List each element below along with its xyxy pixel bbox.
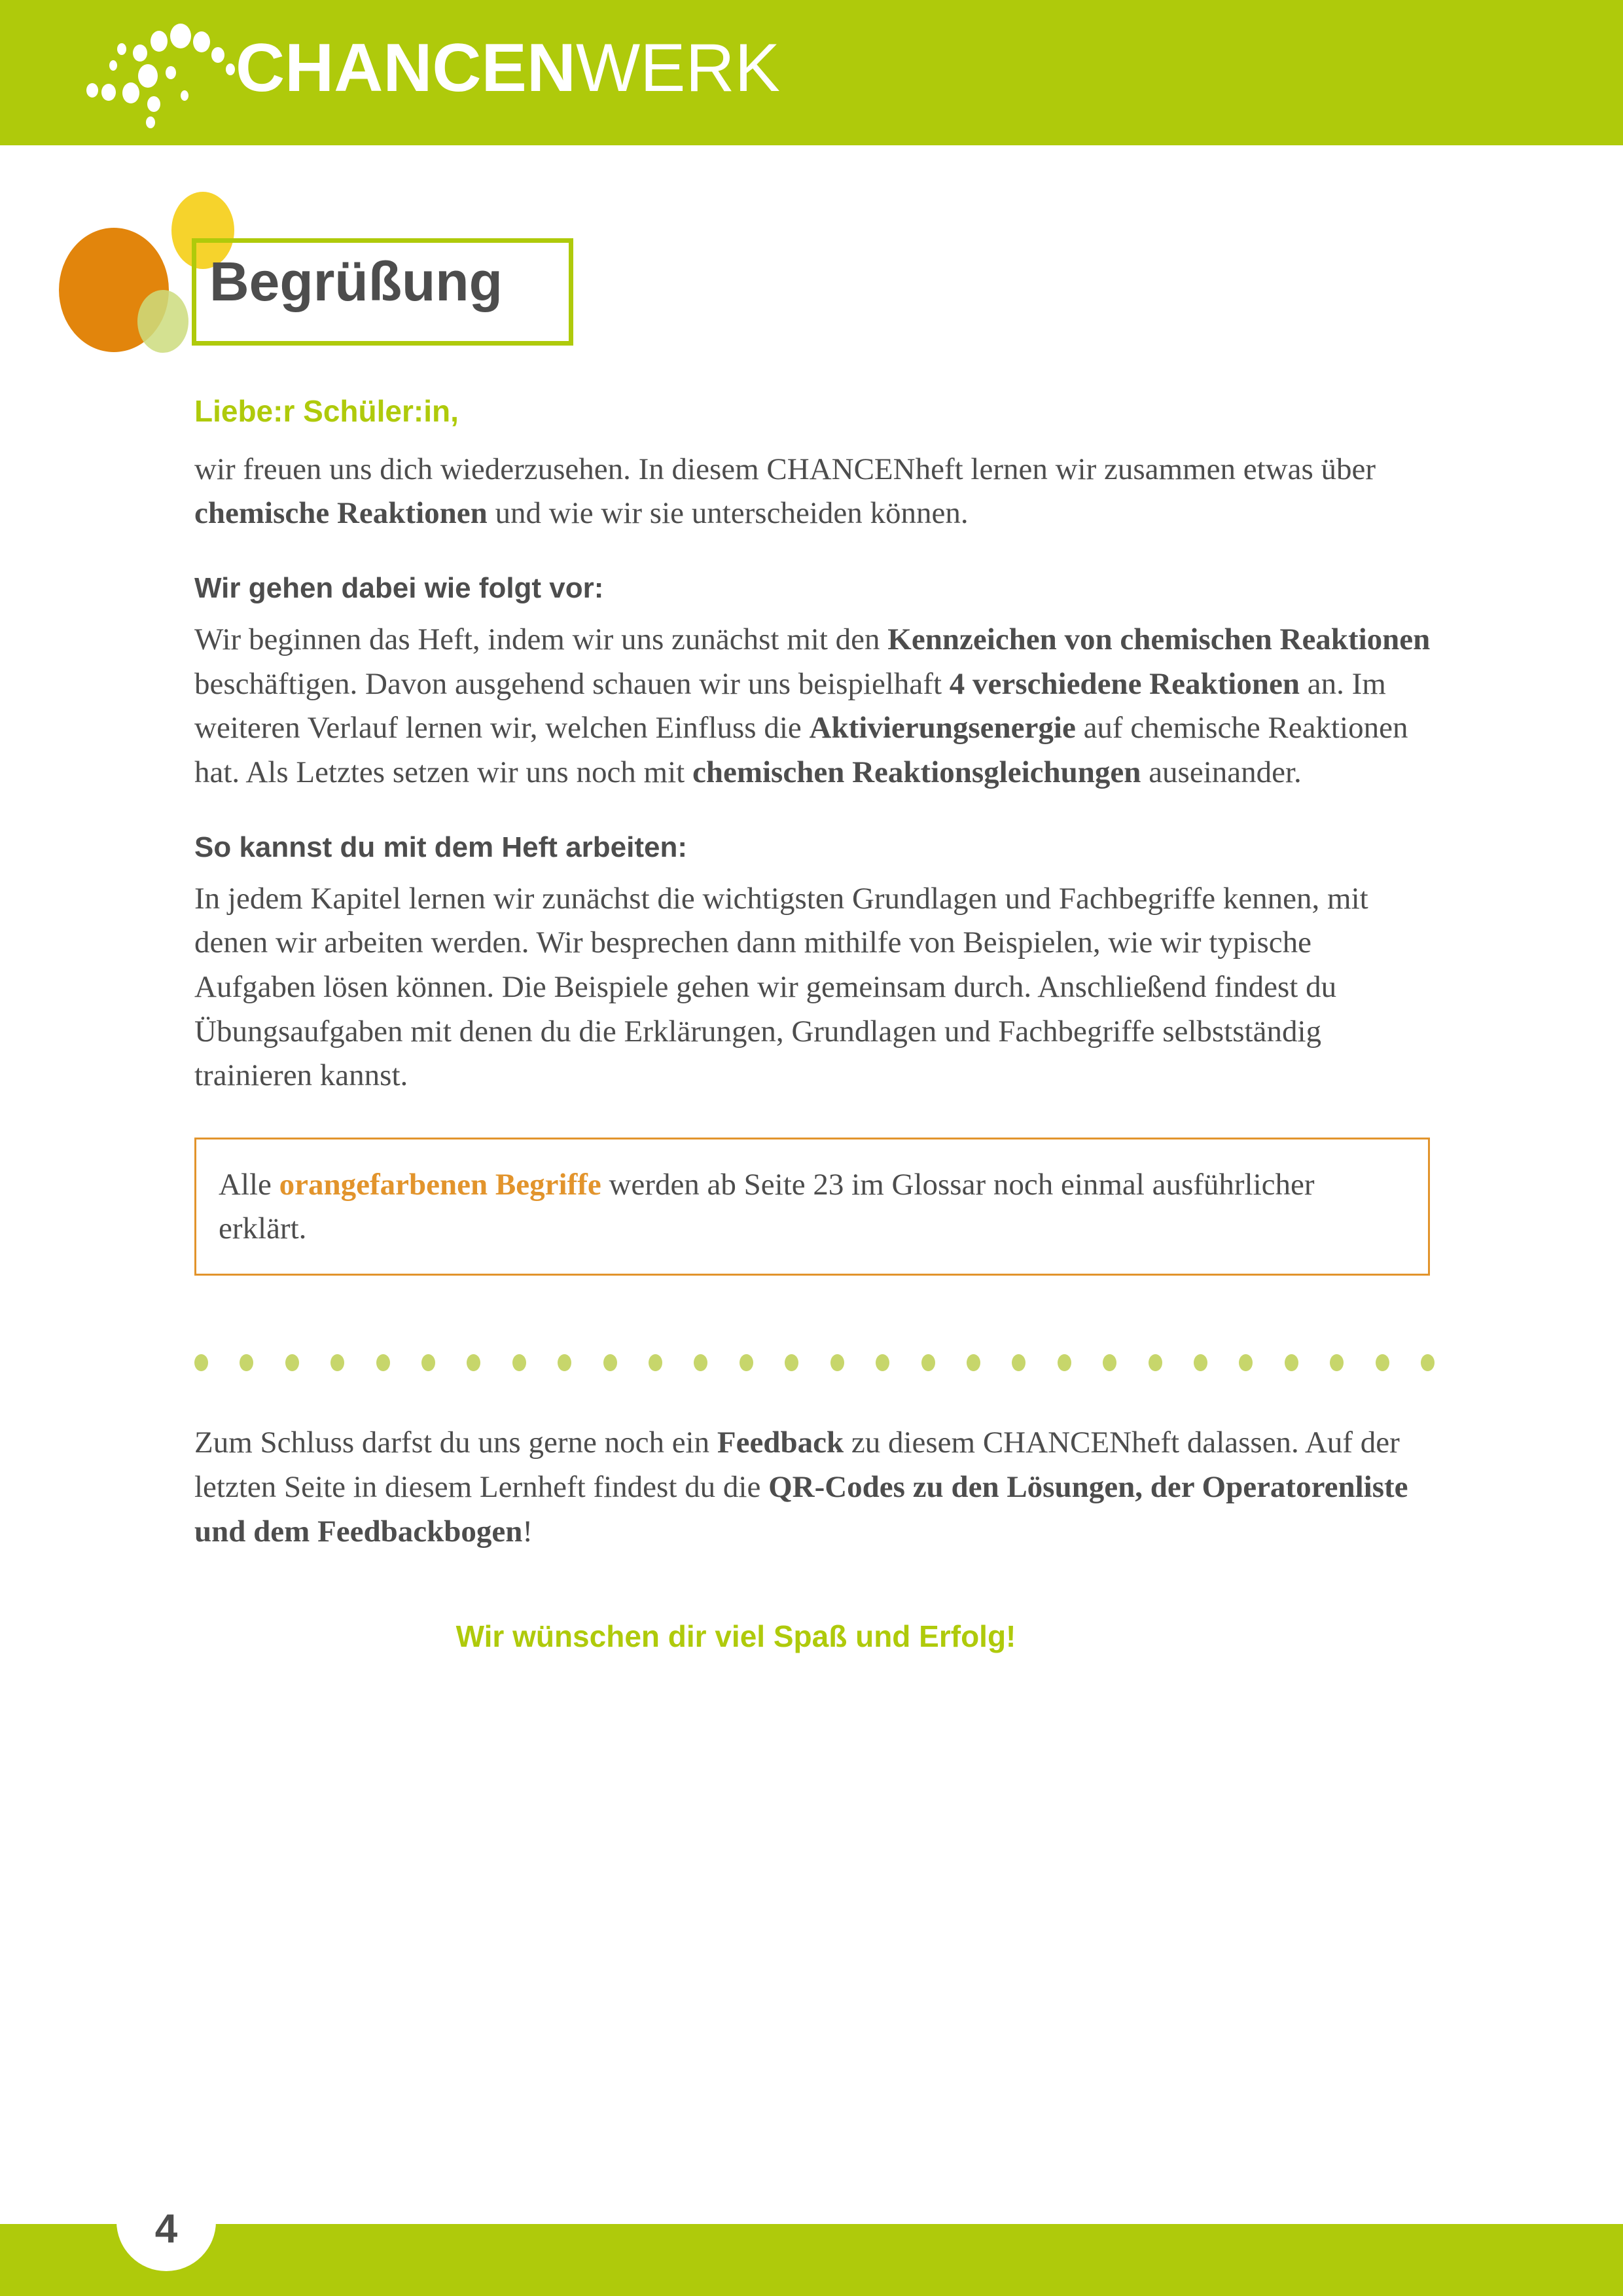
footer-bar bbox=[0, 2224, 1623, 2296]
divider-dot bbox=[1012, 1354, 1026, 1371]
divider-dot bbox=[330, 1354, 344, 1371]
intro-paragraph bbox=[194, 448, 1435, 536]
divider-dot bbox=[921, 1354, 935, 1371]
para1-bold2: 4 verschiedene Reaktionen bbox=[949, 666, 1300, 701]
paragraph-feedback bbox=[194, 1421, 1435, 1554]
divider-dot bbox=[285, 1354, 299, 1371]
intro-text-before: wir freuen uns dich wiederzusehen. In diesem CHANCENheft lernen wir zusammen etwas über bbox=[194, 452, 1376, 486]
intro-text-bold: chemische Reaktionen bbox=[194, 496, 488, 531]
divider-dot bbox=[558, 1354, 571, 1371]
divider-dot bbox=[1330, 1354, 1344, 1371]
divider-dot bbox=[649, 1354, 662, 1371]
decoration-lightgreen-circle bbox=[137, 290, 188, 353]
closing-wish: Wir wünschen dir viel Spaß und Erfolg! bbox=[455, 1619, 1016, 1654]
divider-dot bbox=[1103, 1354, 1116, 1371]
para1-seg3: an. Im weiteren Verlauf lernen wir, welchen Einfluss die bbox=[194, 666, 1386, 745]
para1-bold3: Aktivierungsenergie bbox=[809, 711, 1076, 745]
closing-seg3: ! bbox=[522, 1514, 533, 1549]
divider-dot bbox=[830, 1354, 844, 1371]
divider-dot bbox=[421, 1354, 435, 1371]
para1-seg2: beschäftigen. Davon ausgehend schauen wir uns beispielhaft bbox=[194, 666, 950, 701]
glossary-note-text bbox=[219, 1163, 1406, 1250]
divider-dot bbox=[240, 1354, 253, 1371]
page-number: 4 bbox=[154, 2206, 178, 2251]
intro-text-after: und wie wir sie unterscheiden können. bbox=[487, 496, 969, 531]
logo-word-chancen: CHANCEN bbox=[236, 30, 576, 106]
page-number-badge bbox=[116, 2172, 216, 2271]
para1-seg4: auf chemische Reaktionen hat. Als Letztes setzen wir uns noch mit bbox=[194, 711, 1408, 789]
closing-bold2: QR-Codes zu den Lösungen, der Operatorenliste und dem Feedbackbogen bbox=[194, 1470, 1408, 1549]
para1-bold1: Kennzeichen von chemischen Reaktionen bbox=[887, 622, 1431, 656]
closing-seg1: Zum Schluss darfst du uns gerne noch ein bbox=[194, 1426, 717, 1460]
heading-vorgehen: Wir gehen dabei wie folgt vor: bbox=[194, 571, 604, 604]
dot-divider bbox=[194, 1354, 1435, 1371]
divider-dot bbox=[512, 1354, 526, 1371]
divider-dot bbox=[1285, 1354, 1298, 1371]
divider-dot bbox=[1194, 1354, 1207, 1371]
chancenwerk-logo bbox=[85, 18, 255, 130]
closing-bold1: Feedback bbox=[717, 1426, 844, 1460]
divider-dot bbox=[694, 1354, 707, 1371]
logo-word-werk: WERK bbox=[576, 30, 780, 106]
paragraph-vorgehen bbox=[194, 618, 1435, 795]
page-title: Begrüßung bbox=[209, 251, 503, 312]
para1-seg1: Wir beginnen das Heft, indem wir uns zunächst mit den bbox=[194, 622, 888, 656]
divider-dot bbox=[194, 1354, 208, 1371]
para1-bold4: chemischen Reaktionsgleichungen bbox=[692, 755, 1141, 789]
divider-dot bbox=[376, 1354, 390, 1371]
divider-dot bbox=[1149, 1354, 1162, 1371]
divider-dot bbox=[1239, 1354, 1253, 1371]
note-before: Alle bbox=[219, 1167, 279, 1202]
divider-dot bbox=[1421, 1354, 1435, 1371]
logo-wordmark bbox=[236, 30, 780, 106]
note-highlight: orangefarbenen Begriffe bbox=[279, 1167, 601, 1202]
content-column bbox=[194, 393, 1435, 1656]
divider-dot bbox=[876, 1354, 889, 1371]
divider-dot bbox=[967, 1354, 980, 1371]
closing-seg2: zu diesem CHANCENheft dalassen. Auf der letzten Seite in diesem Lernheft findest du die bbox=[194, 1426, 1400, 1505]
divider-dot bbox=[740, 1354, 753, 1371]
divider-dot bbox=[603, 1354, 617, 1371]
heading-arbeiten: So kannst du mit dem Heft arbeiten: bbox=[194, 831, 687, 863]
paragraph-arbeiten: In jedem Kapitel lernen wir zunächst die wichtigsten Grundlagen und Fachbegriffe kennen, mit denen wir arbeiten werden. Wir besprechen dann mithilfe von Beispielen, wie wir typische Aufgaben lösen können. Die Beispiele gehen wir gemeinsam durch. Anschließend findest du Übungsaufgaben mit denen du die Erklärungen, Grundlagen und Fachbegriffe selbstständig trainieren kannst. bbox=[194, 881, 1368, 1093]
title-zone bbox=[0, 187, 1623, 357]
note-after: werden ab Seite 23 im Glossar noch einmal ausführlicher erklärt. bbox=[219, 1167, 1315, 1246]
divider-dot bbox=[1058, 1354, 1071, 1371]
divider-dot bbox=[467, 1354, 480, 1371]
glossary-note-box bbox=[194, 1138, 1430, 1276]
divider-dot bbox=[785, 1354, 798, 1371]
para1-seg5: auseinander. bbox=[1141, 755, 1302, 789]
header-bar bbox=[0, 0, 1623, 145]
logo-dots-icon bbox=[85, 18, 255, 130]
salutation: Liebe:r Schüler:in, bbox=[194, 394, 459, 428]
divider-dot bbox=[1376, 1354, 1389, 1371]
